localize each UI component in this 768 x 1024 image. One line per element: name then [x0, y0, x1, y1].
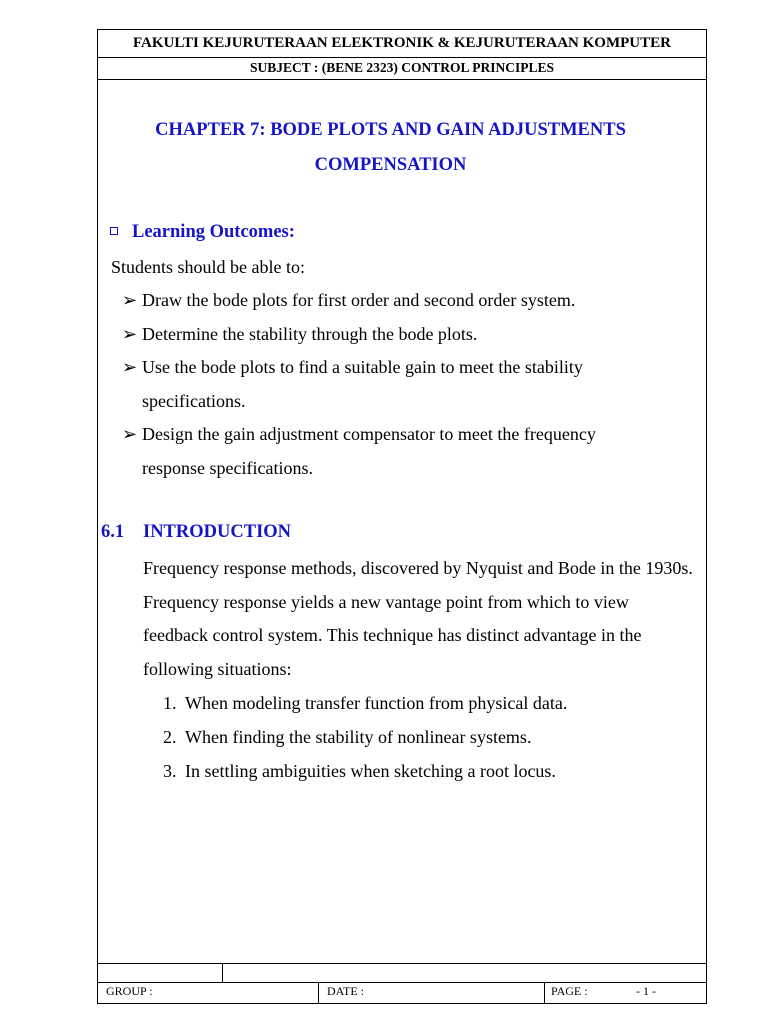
learning-outcomes-label: Learning Outcomes:: [132, 222, 295, 242]
list-text: When finding the stability of nonlinear systems.: [185, 727, 532, 747]
chapter-subtitle: COMPENSATION: [314, 155, 467, 175]
list-number: 3.: [163, 761, 177, 781]
footer-page-number: - 1 -: [636, 984, 656, 998]
footer-mid-rule: [97, 982, 707, 983]
list-text: When modeling transfer function from physical data.: [185, 693, 568, 713]
intro-paragraph: Frequency response methods, discovered by Nyquist and Bode in the 1930s. Frequency response yields a new vantage point from which to view feedback control system. This technique has distinct advantage in the following situations:: [143, 558, 693, 679]
outcome-text: Design the gain adjustment compensator to meet the frequency: [142, 424, 596, 444]
outcome-text-continued: response specifications.: [142, 457, 313, 478]
footer-divider: [222, 963, 223, 983]
footer-group-label: GROUP :: [106, 984, 153, 998]
footer-page-label: PAGE :: [551, 984, 588, 998]
outcome-item: [122, 284, 692, 318]
faculty-header: FAKULTI KEJURUTERAAN ELEKTRONIK & KEJURUTERAAN KOMPUTER: [98, 30, 706, 58]
footer-top-rule: [97, 963, 707, 964]
outcome-item: [122, 318, 692, 352]
list-item: [163, 721, 531, 755]
footer-date-label: DATE :: [327, 984, 364, 998]
section-title: INTRODUCTION: [143, 522, 292, 542]
outcome-text: Use the bode plots to find a suitable gain to meet the stability: [142, 357, 583, 377]
list-text: In settling ambiguities when sketching a root locus.: [185, 761, 556, 781]
arrow-bullet-icon: ➢: [122, 290, 138, 310]
footer-divider: [544, 982, 545, 1004]
learning-outcomes-heading: [110, 222, 295, 243]
footer-divider: [318, 982, 319, 1004]
square-bullet-icon: [110, 227, 118, 235]
list-number: 2.: [163, 727, 177, 747]
arrow-bullet-icon: ➢: [122, 424, 138, 444]
learning-intro: Students should be able to:: [111, 257, 305, 277]
outcome-item: [122, 418, 692, 485]
outcome-text: Determine the stability through the bode plots.: [142, 324, 478, 344]
chapter-title: CHAPTER 7: BODE PLOTS AND GAIN ADJUSTMENTS: [155, 120, 626, 140]
list-item: [163, 755, 556, 789]
arrow-bullet-icon: ➢: [122, 324, 138, 344]
outcome-text: Draw the bode plots for first order and second order system.: [142, 290, 576, 310]
section-number: 6.1: [101, 522, 125, 542]
outcome-text-continued: specifications.: [142, 390, 246, 411]
list-item: [163, 687, 567, 721]
subject-header: SUBJECT : (BENE 2323) CONTROL PRINCIPLES: [98, 57, 706, 80]
arrow-bullet-icon: ➢: [122, 357, 138, 377]
outcome-item: [122, 351, 692, 418]
list-number: 1.: [163, 693, 177, 713]
